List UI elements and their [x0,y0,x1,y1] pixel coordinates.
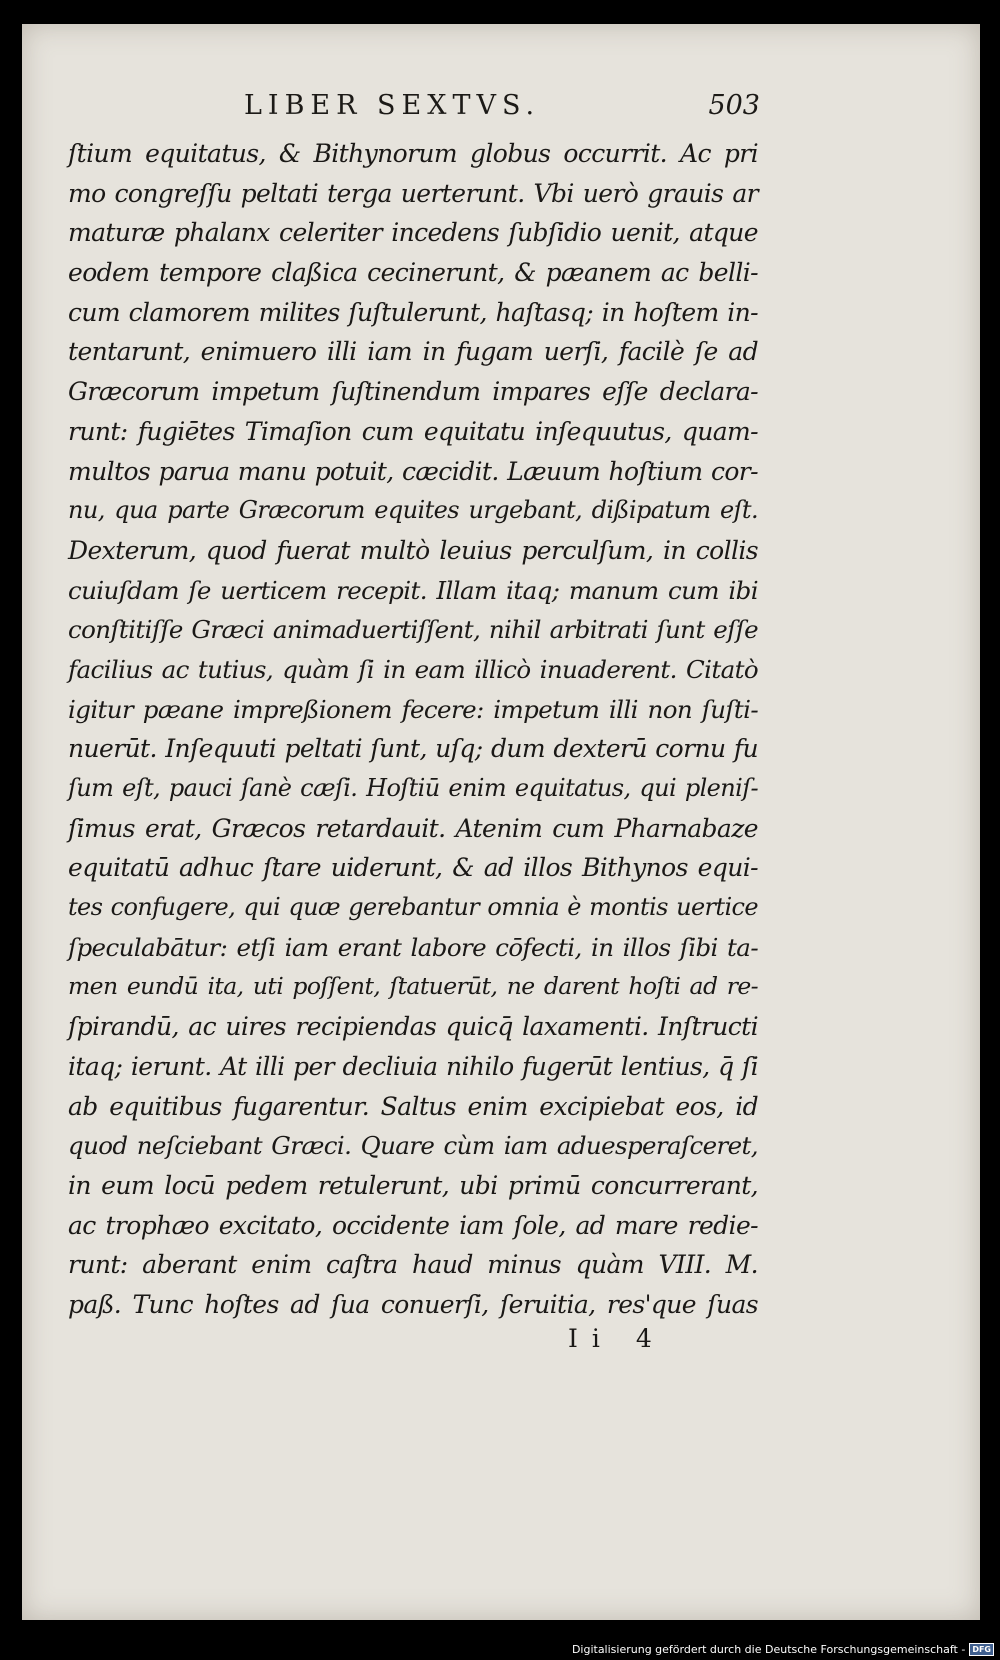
text-line: ſtium equitatus, & Bithynorum globus occurrit. Ac pri [68,139,758,168]
digitization-credit [572,1641,994,1657]
dfg-logo-icon: DFG [969,1643,994,1656]
text-line: maturæ phalanx celeriter incedens ſubſidio uenit, atque [68,218,758,248]
text-line: runt: fugiētes Timaſion cum equitatu inſequutus, quam- [68,416,758,446]
book-page [22,24,980,1620]
text-line: multos parua manu potuit, cæcidit. Læuum hoſtium cor- [68,456,758,486]
text-line: ſpeculabātur: etſi iam erant labore cōfecti, in illos ſibi ta- [68,932,758,962]
text-line: ſpirandū, ac uires recipiendas quicq̄ laxamenti. Inſtructi [68,1012,758,1042]
text-line: in eum locū pedem retulerunt, ubi primū concurrerant, [68,1170,758,1200]
text-line: nuerūt. Inſequuti peltati ſunt, uſq; dum dexterū cornu fu [68,734,758,764]
text-line: cum clamorem milites ſuſtulerunt, haſtasq; in hoſtem in- [68,297,758,327]
credit-text: Digitalisierung gefördert durch die Deutsche Forschungsgemeinschaft - [571,1642,966,1656]
text-line: ab equitibus fugarentur. Saltus enim excipiebat eos, id [68,1091,758,1121]
text-line: facilius ac tutius, quàm ſi in eam illicò inuaderent. Citatò [68,654,758,684]
text-line: paß. Tunc hoſtes ad ſua conuerſi, ſeruitia, res'que ſuas [68,1289,758,1319]
text-line: men eundū ita, uti poſſent, ſtatuerūt, ne darent hoſti ad re- [68,972,758,1001]
page-number: 503 [708,90,760,121]
text-line: equitatū adhuc ſtare uiderunt, & ad illos Bithynos equi- [68,853,758,883]
text-line: mo congreſſu peltati terga uerterunt. Vbi uerò grauis ar [68,178,758,208]
text-line: ſimus erat, Græcos retardauit. Atenim cum Pharnabaze [68,813,758,843]
text-line: tes confugere, qui quæ gerebantur omnia è montis uertice [68,893,758,922]
text-line: eodem tempore claßica cecinerunt, & pæanem ac belli- [68,258,758,288]
signature-mark: Ii 4 [568,1324,666,1353]
text-line: Græcorum impetum ſuſtinendum impares eſſe declara- [68,377,758,407]
running-head-title: LIBER SEXTVS. [244,90,541,121]
text-line: cuiuſdam ſe uerticem recepit. Illam itaq; manum cum ibi [68,575,758,605]
text-line: quod neſciebant Græci. Quare cùm iam aduesperaſceret, [68,1131,758,1161]
text-line: tentarunt, enimuero illi iam in fugam uerſi, facilè ſe ad [68,337,758,367]
text-line: nu, qua parte Græcorum equites urgebant, dißipatum eſt. [68,496,758,525]
text-line: conſtitiſſe Græci animaduertiſſent, nihil arbitrati ſunt eſſe [68,615,758,645]
text-line: ſum eſt, pauci ſanè cæſi. Hoſtiū enim equitatus, qui pleniſ- [68,774,758,802]
body-text [68,134,758,1325]
text-line: runt: aberant enim caſtra haud minus quàm VIII. M. [68,1250,758,1280]
text-line: Dexterum, quod fuerat multò leuius perculſum, in collis [68,535,758,565]
text-line: ac trophæo excitato, occidente iam ſole, ad mare redie- [68,1210,758,1240]
text-line: igitur pæane impreßionem fecere: impetum illi non ſuſti- [68,694,758,724]
running-head [22,90,980,130]
text-line: itaq; ierunt. At illi per decliuia nihilo fugerūt lentius, q̄ ſi [68,1051,758,1081]
